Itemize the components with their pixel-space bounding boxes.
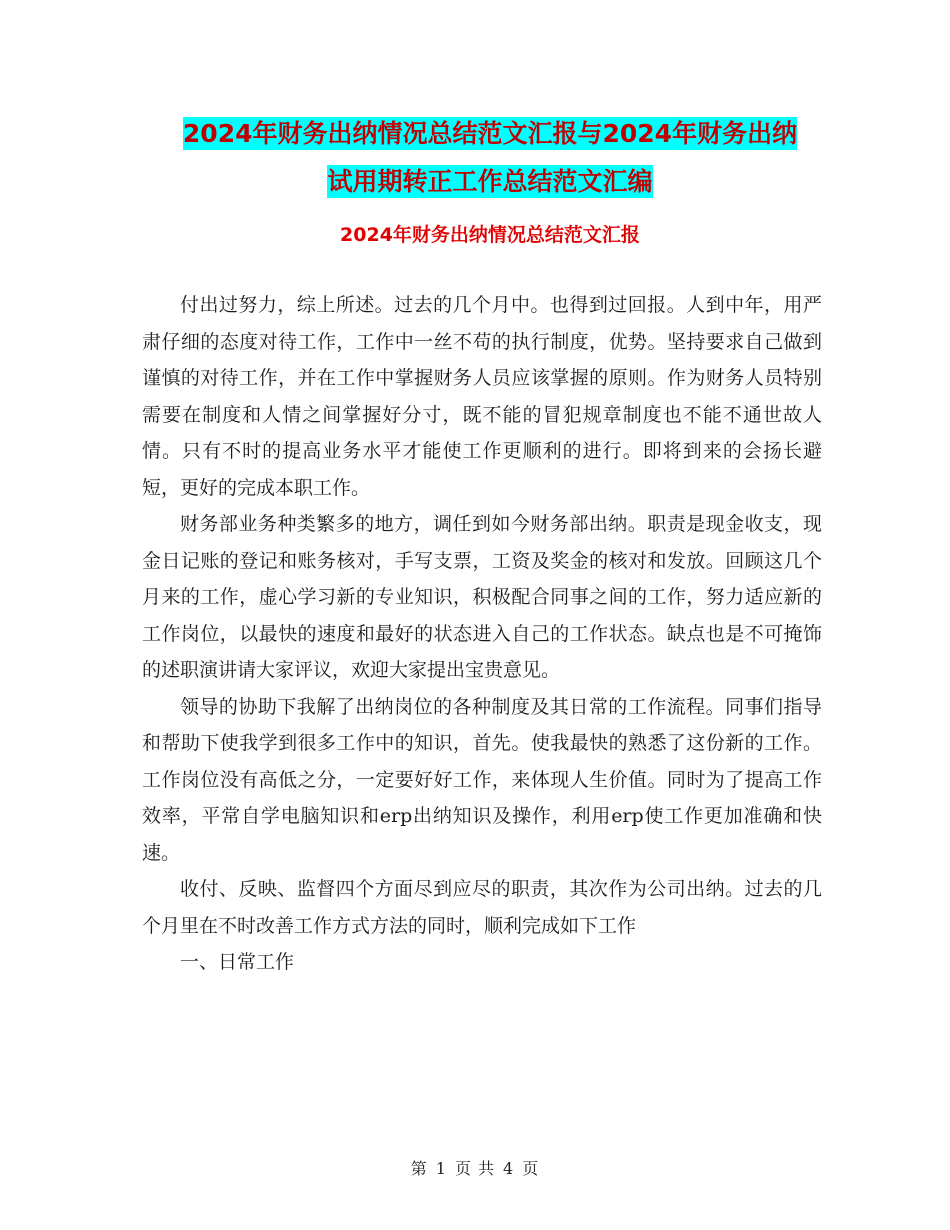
page-footer [0, 1156, 950, 1179]
footer-prefix: 第 [410, 1159, 428, 1178]
paragraph: 财务部业务种类繁多的地方，调任到如今财务部出纳。职责是现金收支，现金日记账的登记和账务核对，手写支票，工资及奖金的核对和发放。回顾这几个月来的工作，虚心学习新的专业知识，积极配合同事之间的工作，努力适应新的工作岗位，以最快的速度和最好的状态进入自己的工作状态。缺点也是不可掩饰的述职演讲请大家评议，欢迎大家提出宝贵意见。 [142, 513, 822, 681]
footer-suffix: 页 [522, 1159, 540, 1178]
document-title [140, 110, 840, 206]
paragraph: 付出过努力，综上所述。过去的几个月中。也得到过回报。人到中年，用严肃仔细的态度对待工作，工作中一丝不苟的执行制度，优势。坚持要求自己做到谨慎的对待工作，并在工作中掌握财务人员应该掌握的原则。作为财务人员特别需要在制度和人情之间掌握好分寸，既不能的冒犯规章制度也不能不通世故人情。只有不时的提高业务水平才能使工作更顺利的进行。即将到来的会扬长避短，更好的完成本职工作。 [142, 294, 822, 499]
list-heading: 一、日常工作 [180, 951, 295, 973]
document-title-line-2: 试用期转正工作总结范文汇编 [327, 167, 653, 196]
paragraph: 收付、反映、监督四个方面尽到应尽的职责，其次作为公司出纳。过去的几个月里在不时改善工作方式方法的同时，顺利完成如下工作 [142, 878, 822, 937]
section-title: 2024年财务出纳情况总结范文汇报 [340, 224, 640, 246]
paragraph: 领导的协助下我解了出纳岗位的各种制度及其日常的工作流程。同事们指导和帮助下使我学到很多工作中的知识，首先。使我最快的熟悉了这份新的工作。工作岗位没有高低之分，一定要好好工作，来体现人生价值。同时为了提高工作效率，平常自学电脑知识和erp出纳知识及操作，利用erp使工作更加准确和快速。 [142, 695, 822, 864]
document-title-line-1: 2024年财务出纳情况总结范文汇报与2024年财务出纳 [182, 119, 798, 148]
page-number: 1 [435, 1159, 447, 1178]
page-total: 4 [503, 1159, 515, 1178]
footer-middle: 页 共 [454, 1159, 496, 1178]
document-body [142, 287, 822, 981]
